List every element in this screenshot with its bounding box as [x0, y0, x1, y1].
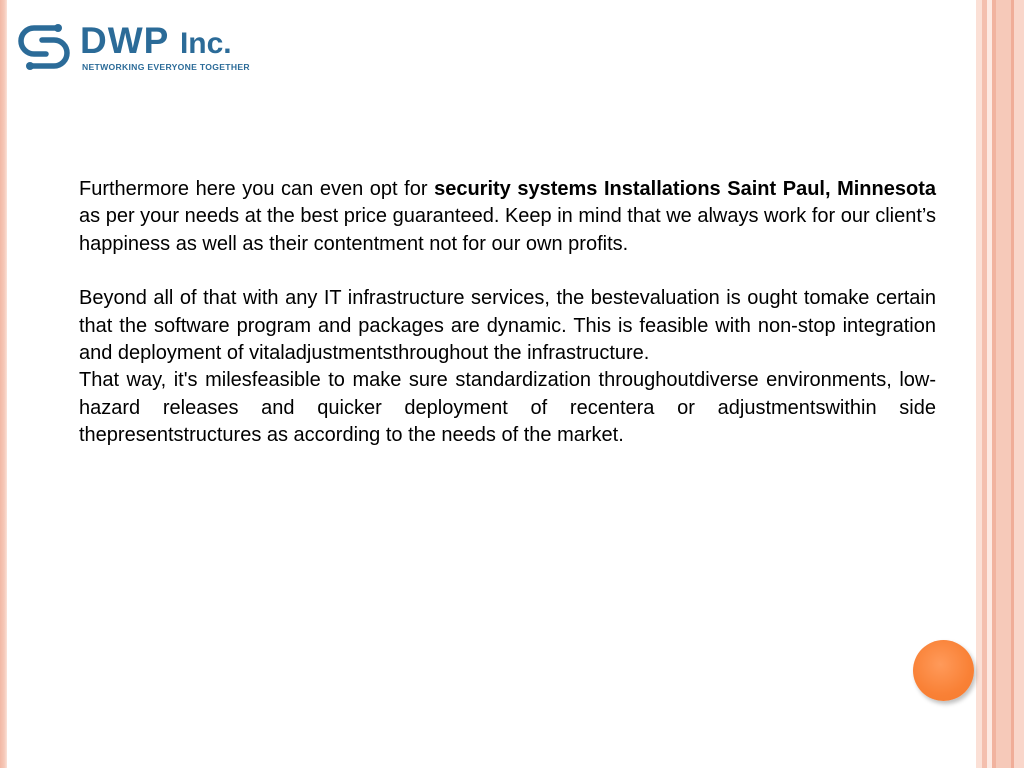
logo-suffix: Inc. — [179, 27, 232, 60]
company-logo — [16, 22, 286, 74]
paragraph-1 — [79, 176, 936, 258]
logo-tagline: NETWORKING EVERYONE TOGETHER — [82, 62, 250, 72]
left-border-stripe — [0, 0, 7, 768]
paragraph-1-highlight: security systems Installations Saint Paul, Minnesota — [434, 178, 936, 200]
logo-name: DWP — [80, 20, 169, 61]
dwp-circuit-logo-icon — [16, 22, 72, 72]
paragraph-1-rest: as per your needs at the best price guaranteed. Keep in mind that we always work for our client’s happiness as well as their contentment not for our own profits. — [79, 205, 936, 255]
paragraph-2: Beyond all of that with any IT infrastructure services, the bestevaluation is ought tomake certain that the software program and packages are dynamic. This is feasible with non-stop integration and deployment of vitaladjustmentsthroughout the infrastructure. — [79, 287, 936, 365]
orange-circle-decoration — [913, 640, 974, 701]
paragraph-1-intro: Furthermore here you can even opt for — [79, 178, 435, 200]
paragraph-3: That way, it's milesfeasible to make sure standardization throughoutdiverse environments, low-hazard releases and quicker deployment of recentera or adjustmentswithin side thepresentstructures as according to the needs of the market. — [79, 369, 936, 447]
logo-wordmark — [80, 20, 232, 62]
right-border-stripes — [976, 0, 1024, 768]
body-text — [79, 176, 936, 450]
